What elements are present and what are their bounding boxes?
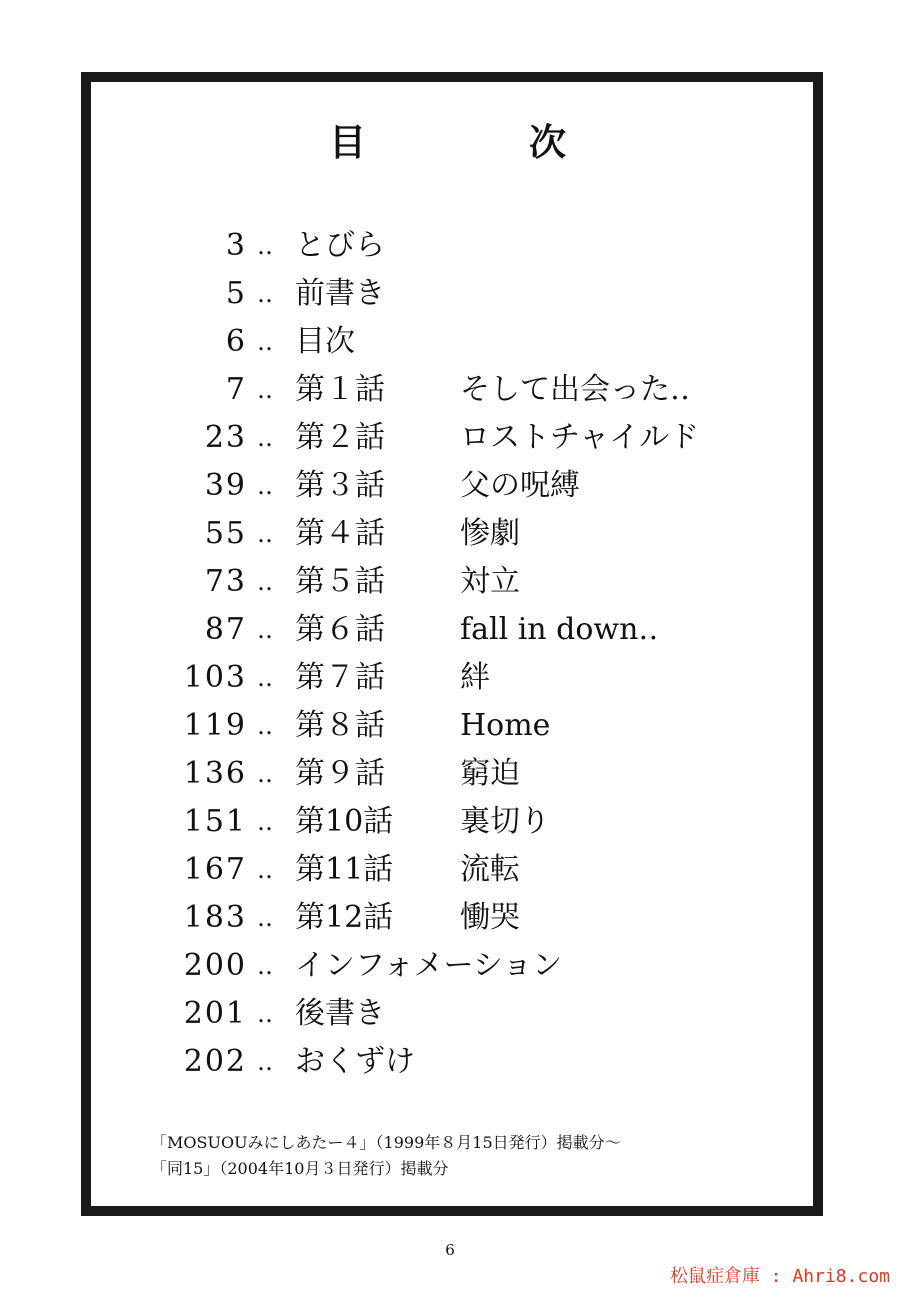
toc-page-number: 87 xyxy=(204,612,247,647)
toc-page-number: 23 xyxy=(204,420,247,455)
toc-chapter: 第10話 xyxy=(295,804,394,839)
toc-leader: ‥ xyxy=(257,232,276,260)
toc-page-number: 7 xyxy=(225,372,247,407)
toc-subtitle: 対立 xyxy=(460,564,520,599)
toc-leader: ‥ xyxy=(257,424,276,452)
toc-entry xyxy=(91,991,813,1037)
toc-page-number: 39 xyxy=(204,468,247,503)
toc-entry xyxy=(91,943,813,989)
toc-chapter: 第９話 xyxy=(295,756,385,791)
toc-chapter: 第７話 xyxy=(295,660,385,695)
toc-page-number: 151 xyxy=(183,804,247,839)
toc-entry xyxy=(91,367,813,413)
toc-page-number: 167 xyxy=(183,852,247,887)
toc-chapter: 目次 xyxy=(295,324,355,359)
toc-chapter: 第３話 xyxy=(295,468,385,503)
title-char-right: 次 xyxy=(529,120,566,164)
toc-subtitle: 慟哭 xyxy=(460,900,520,935)
toc-chapter: 第８話 xyxy=(295,708,385,743)
toc-chapter: 第２話 xyxy=(295,420,385,455)
toc-entry xyxy=(91,511,813,557)
toc-leader: ‥ xyxy=(257,664,276,692)
toc-page-number: 200 xyxy=(183,948,247,983)
toc-chapter: 第５話 xyxy=(295,564,385,599)
toc-entry xyxy=(91,895,813,941)
page-title xyxy=(91,114,813,170)
toc-leader: ‥ xyxy=(257,1000,276,1028)
toc-entry xyxy=(91,463,813,509)
toc-page-number: 3 xyxy=(225,228,247,263)
toc-entry xyxy=(91,799,813,845)
toc-entry xyxy=(91,223,813,269)
toc-leader: ‥ xyxy=(257,904,276,932)
toc-chapter: 第６話 xyxy=(295,612,385,647)
toc-entry xyxy=(91,319,813,365)
toc-subtitle: 絆 xyxy=(460,660,490,695)
toc-leader: ‥ xyxy=(257,760,276,788)
toc-page-number: 6 xyxy=(225,324,247,359)
toc-page-number: 136 xyxy=(183,756,247,791)
toc-page-number: 183 xyxy=(183,900,247,935)
toc-subtitle: 父の呪縛 xyxy=(460,468,580,503)
toc-page-number: 119 xyxy=(183,708,247,743)
toc-page-number: 201 xyxy=(183,996,247,1031)
toc-leader: ‥ xyxy=(257,808,276,836)
toc-subtitle: Home xyxy=(460,708,551,743)
toc-page-number: 55 xyxy=(204,516,247,551)
toc-chapter: とびら xyxy=(295,228,385,263)
toc-subtitle: 惨劇 xyxy=(460,516,520,551)
toc-chapter: 第12話 xyxy=(295,900,394,935)
toc-entry xyxy=(91,1039,813,1085)
toc-page-number: 73 xyxy=(204,564,247,599)
toc-entry xyxy=(91,703,813,749)
toc-chapter: 第１話 xyxy=(295,372,385,407)
toc-entry xyxy=(91,847,813,893)
toc-chapter: インフォメーション xyxy=(295,948,563,983)
toc-subtitle: fall in down‥ xyxy=(460,612,659,647)
page-number: 6 xyxy=(445,1241,455,1259)
toc-subtitle: 裏切り xyxy=(460,804,550,839)
toc-leader: ‥ xyxy=(257,376,276,404)
title-char-left: 目 xyxy=(329,120,366,164)
toc-subtitle: そして出会った‥ xyxy=(460,372,691,407)
toc-entry xyxy=(91,607,813,653)
toc-subtitle: 流転 xyxy=(460,852,520,887)
toc-page-number: 202 xyxy=(183,1044,247,1079)
toc-page-number: 103 xyxy=(183,660,247,695)
toc-subtitle: 窮迫 xyxy=(460,756,520,791)
toc-frame xyxy=(81,72,823,1216)
toc-page-number: 5 xyxy=(225,276,247,311)
toc-leader: ‥ xyxy=(257,280,276,308)
source-note: 「同15」（2004年10月３日発行）掲載分 xyxy=(151,1159,449,1178)
toc-leader: ‥ xyxy=(257,712,276,740)
toc-leader: ‥ xyxy=(257,472,276,500)
toc-leader: ‥ xyxy=(257,328,276,356)
toc-chapter: おくずけ xyxy=(295,1044,415,1079)
toc-leader: ‥ xyxy=(257,856,276,884)
toc-entry xyxy=(91,271,813,317)
toc-chapter: 後書き xyxy=(295,996,385,1031)
toc-chapter: 第11話 xyxy=(295,852,394,887)
toc-subtitle: ロストチャイルド xyxy=(460,420,700,455)
source-note: 「MOSUOUみにしあたー４」（1999年８月15日発行）掲載分～ xyxy=(151,1133,621,1152)
toc-chapter: 前書き xyxy=(295,276,385,311)
toc-entry xyxy=(91,415,813,461)
toc-leader: ‥ xyxy=(257,616,276,644)
toc-entry xyxy=(91,559,813,605)
toc-entry xyxy=(91,655,813,701)
toc-leader: ‥ xyxy=(257,952,276,980)
toc-leader: ‥ xyxy=(257,568,276,596)
toc-entry xyxy=(91,751,813,797)
watermark: 松鼠症倉庫 : Ahri8.com xyxy=(669,1266,890,1287)
toc-leader: ‥ xyxy=(257,520,276,548)
toc-chapter: 第４話 xyxy=(295,516,385,551)
toc-leader: ‥ xyxy=(257,1048,276,1076)
